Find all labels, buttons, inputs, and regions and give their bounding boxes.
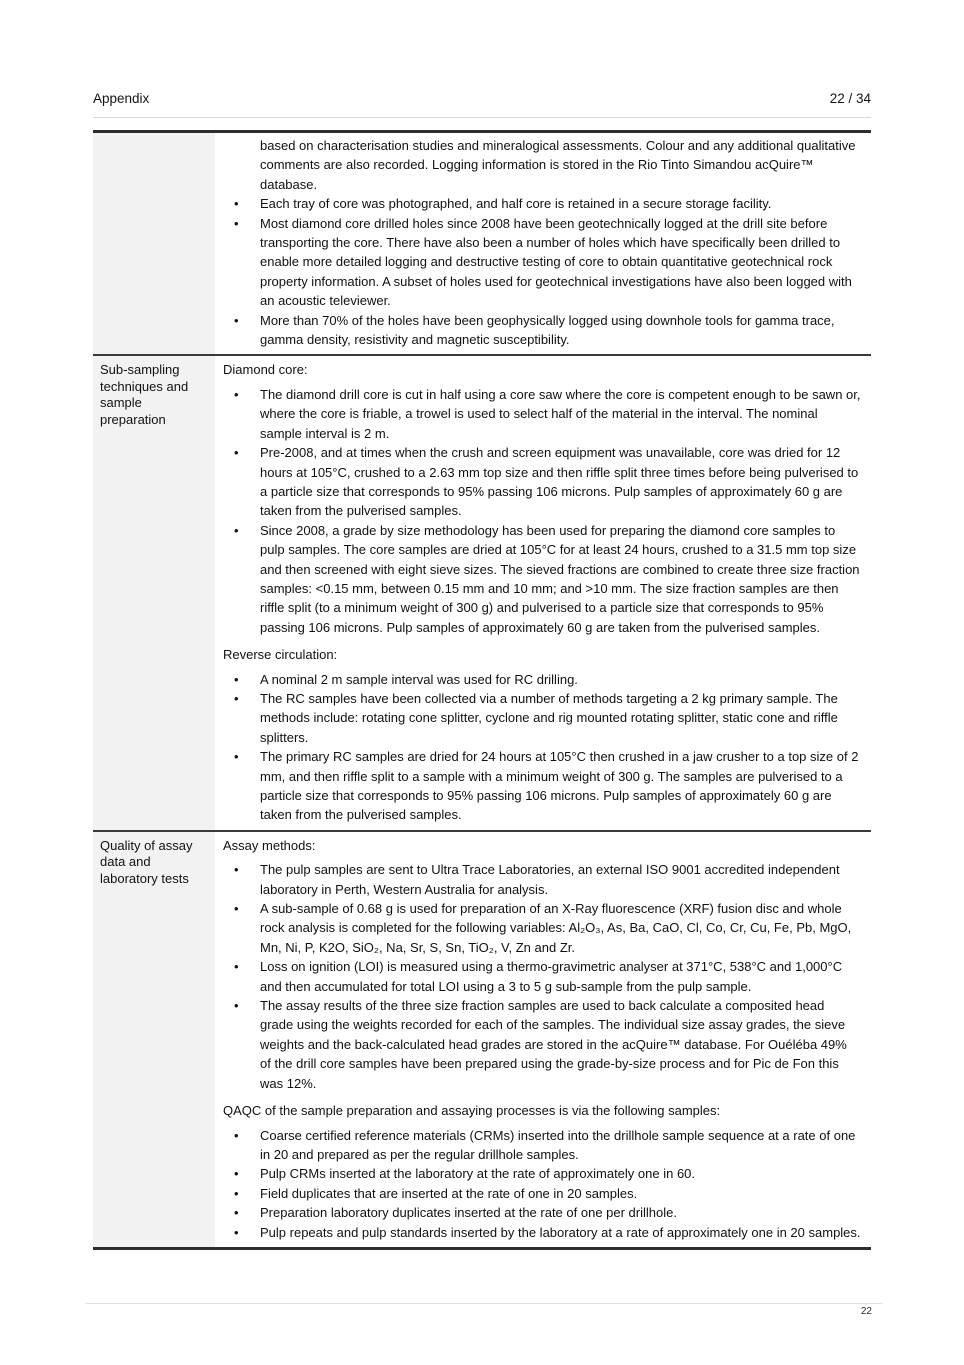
bullet-list	[223, 194, 861, 349]
bullet-item: • The RC samples have been collected via a number of methods targeting a 2 kg primary sample. The methods include: rotating cone splitter, cyclone and rig mounted rotating splitter, static cone and riffle splitters.	[223, 689, 861, 747]
bullet-item: • A sub-sample of 0.68 g is used for preparation of an X-Ray fluorescence (XRF) fusion disc and whole rock analysis is completed for the following variables: Al₂O₃, As, Ba, CaO, Cl, Co, Cr, Cu, Fe, Pb, MgO, Mn, Ni, P, K2O, SiO₂, Na, Sr, S, Sn, TiO₂, V, Zn and Zr.	[223, 899, 861, 957]
row-criteria-label	[93, 133, 215, 354]
bullet-item: • Field duplicates that are inserted at the rate of one in 20 samples.	[223, 1184, 861, 1203]
content-heading: Assay methods:	[223, 837, 316, 853]
row-commentary	[215, 832, 871, 1247]
bullet-item: • The diamond drill core is cut in half using a core saw where the core is competent enough to be sawn or, where the core is friable, a trowel is used to select half of the material in the interval. The nominal sample interval is 2 m.	[223, 385, 861, 443]
jorc-table	[93, 130, 871, 1250]
bullet-item: • The assay results of the three size fraction samples are used to back calculate a composited head grade using the weights recorded for each of the samples. The individual size assay grades, the sieve weights and the back-calculated head grades are stored in the acQuire™ database. For Ouéléba 49% of the drill core samples have been prepared using the grade-by-size process and for Pic de Fon this was 12%.	[223, 996, 861, 1093]
bullet-item: • Preparation laboratory duplicates inserted at the rate of one per drillhole.	[223, 1203, 861, 1222]
bullet-item: • Pulp CRMs inserted at the laboratory at the rate of approximately one in 60.	[223, 1164, 861, 1183]
bullet-item: • The primary RC samples are dried for 24 hours at 105°C then crushed in a jaw crusher to a top size of 2 mm, and then riffle split to a sample with a minimum weight of 300 g. The samples are pulverised to a particle size that corresponds to 95% passing 106 microns. Pulp samples of approximately 60 g are taken from the pulverised samples.	[223, 747, 861, 825]
header-divider	[93, 117, 871, 118]
bullet-list	[223, 1126, 861, 1242]
table-row	[93, 354, 871, 829]
header-page-indicator: 22 / 34	[829, 91, 871, 106]
table-row	[93, 133, 871, 354]
content-heading: Reverse circulation:	[223, 647, 338, 663]
bullet-list	[223, 670, 861, 825]
bullet-item: • Since 2008, a grade by size methodology has been used for preparing the diamond core samples to pulp samples. The core samples are dried at 105°C for at least 24 hours, crushed to a 31.5 mm top size and then screened with eight sieve sizes. The sieved fractions are combined to create three size fraction samples: <0.15 mm, between 0.15 mm and 10 mm; and >10 mm. The size fraction samples are then riffle split (to a minimum weight of 300 g) and pulverised to a particle size that corresponds to 95% passing 106 microns. Pulp samples of approximately 60 g are taken from the pulverised samples.	[223, 521, 861, 637]
row-commentary	[215, 356, 871, 829]
page-header	[93, 91, 871, 106]
header-section-title: Appendix	[93, 91, 150, 106]
bullet-item: • The pulp samples are sent to Ultra Trace Laboratories, an external ISO 9001 accredited independent laboratory in Perth, Western Australia for analysis.	[223, 860, 861, 899]
bullet-item: • A nominal 2 m sample interval was used for RC drilling.	[223, 670, 861, 689]
content-heading: Diamond core:	[223, 362, 308, 378]
bullet-list	[223, 860, 861, 1093]
bullet-item: • Each tray of core was photographed, and half core is retained in a secure storage facility.	[223, 194, 861, 213]
bullet-item: • Pre-2008, and at times when the crush and screen equipment was unavailable, core was dried for 12 hours at 105°C, crushed to a 2.63 mm top size and then riffle split three times before being pulverised to a particle size that corresponds to 95% passing 106 microns. Pulp samples of approximately 60 g are taken from the pulverised samples.	[223, 443, 861, 521]
bullet-item: • Loss on ignition (LOI) is measured using a thermo-gravimetric analyser at 371°C, 538°C and 1,000°C and then accumulated for total LOI using a 3 to 5 g sub-sample from the pulp sample.	[223, 957, 861, 996]
bullet-item: • Most diamond core drilled holes since 2008 have been geotechnically logged at the drill site before transporting the core. There have also been a number of holes which have specifically been drilled to enable more detailed logging and destructive testing of core to obtain quantitative geotechnical rock property information. A subset of holes used for geotechnical investigations have also been logged with an acoustic televiewer.	[223, 214, 861, 311]
bullet-item: • More than 70% of the holes have been geophysically logged using downhole tools for gamma trace, gamma density, resistivity and magnetic susceptibility.	[223, 311, 861, 350]
footer-divider	[85, 1303, 883, 1304]
bullet-item: • Pulp repeats and pulp standards inserted by the laboratory at a rate of approximately one in 20 samples.	[223, 1223, 861, 1242]
row-criteria-label: Quality of assay data and laboratory tests	[93, 832, 215, 1247]
footer-page-number: 22	[860, 1306, 872, 1317]
bullet-list	[223, 385, 861, 637]
row-criteria-label: Sub-sampling techniques and sample preparation	[93, 356, 215, 829]
table-row	[93, 830, 871, 1247]
row-commentary	[215, 133, 871, 354]
continuation-paragraph: based on characterisation studies and mineralogical assessments. Colour and any additional qualitative comments are also recorded. Logging information is stored in the Rio Tinto Simandou acQuire™ database.	[260, 138, 856, 192]
content-heading: QAQC of the sample preparation and assaying processes is via the following samples:	[223, 1103, 721, 1119]
bullet-item: • Coarse certified reference materials (CRMs) inserted into the drillhole sample sequence at a rate of one in 20 and prepared as per the regular drillhole samples.	[223, 1126, 861, 1165]
